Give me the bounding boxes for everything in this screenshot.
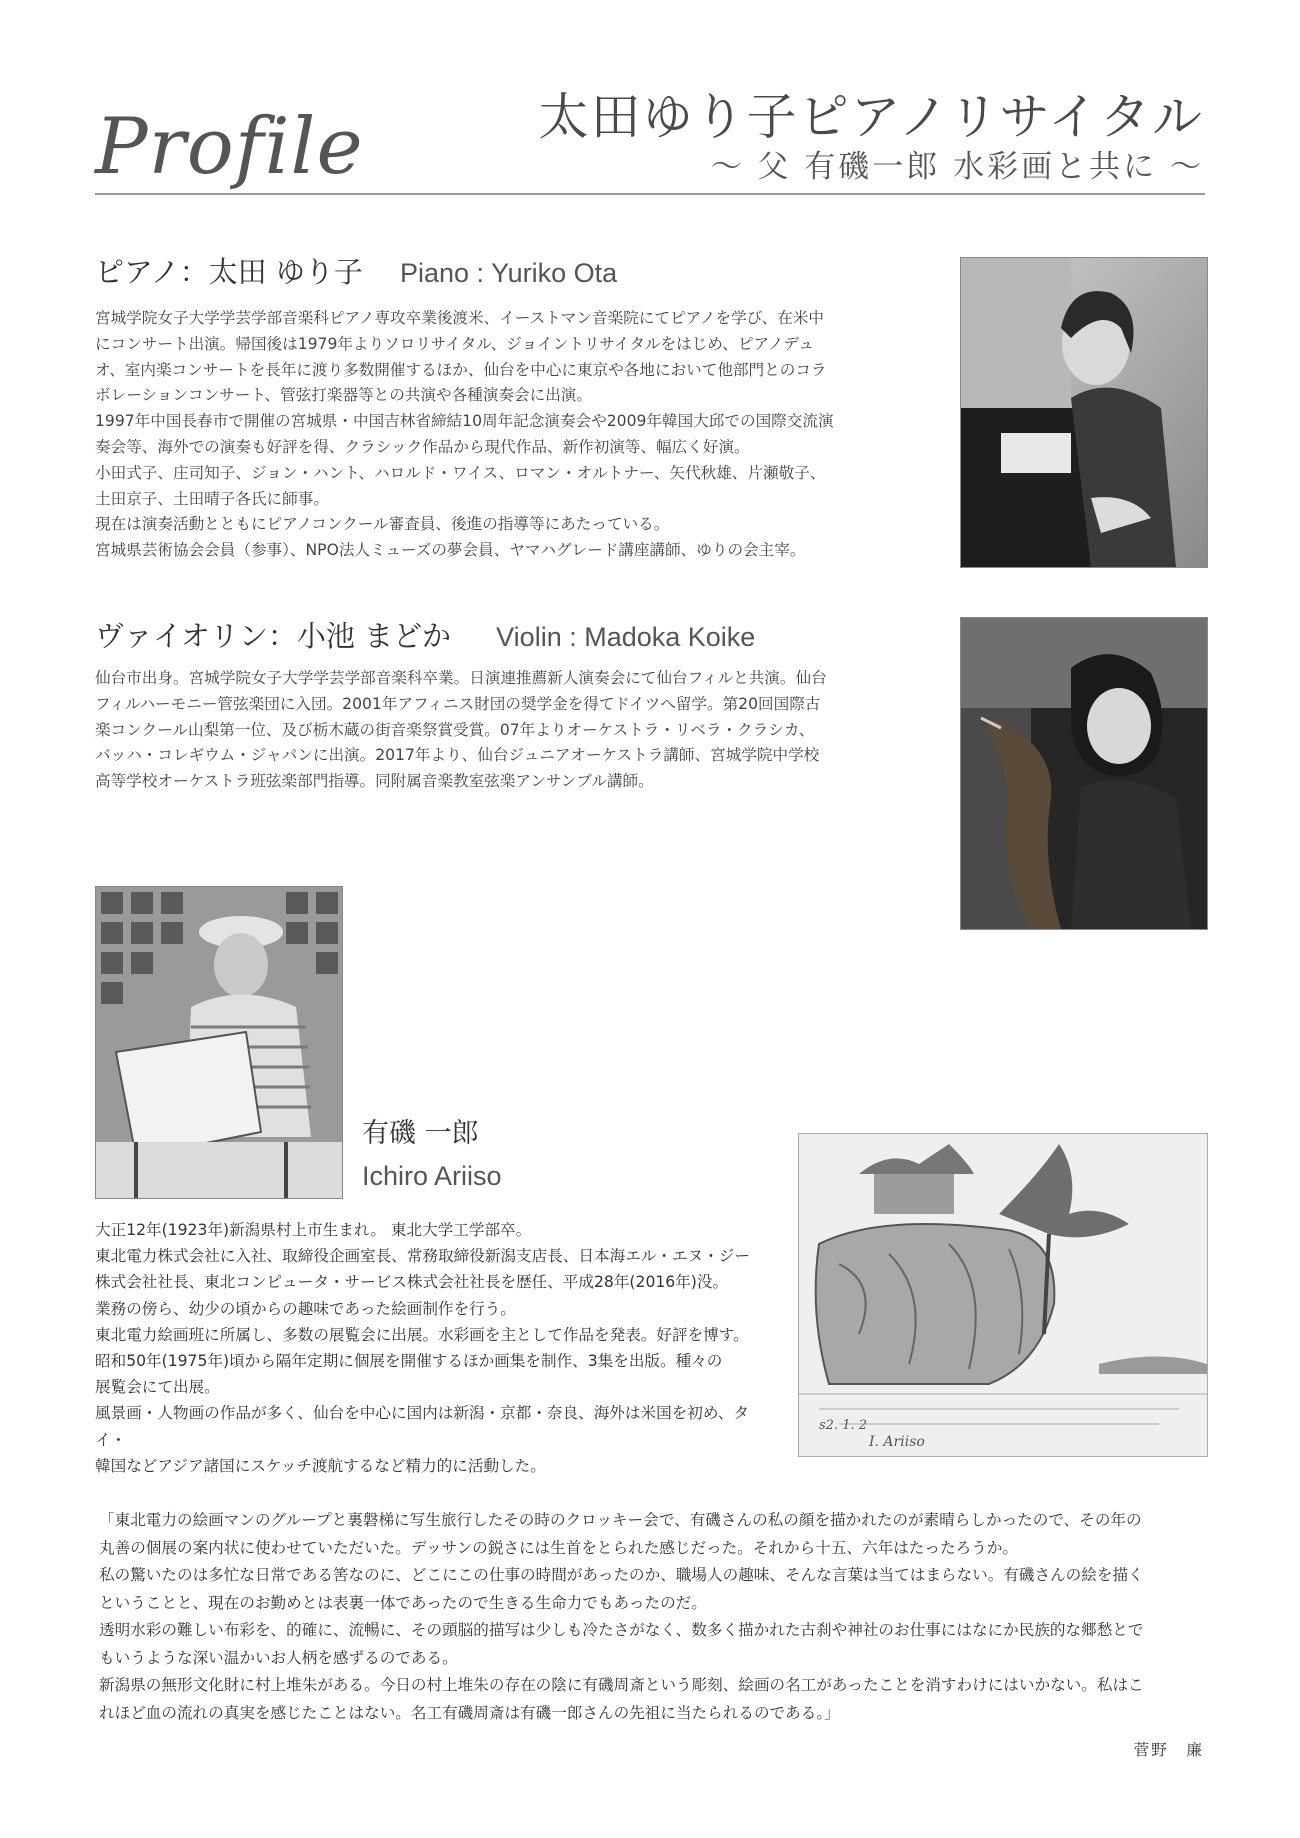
ariiso-bio: [95, 1217, 775, 1479]
bio-line: 宮城学院女子大学学芸学部音楽科ピアノ専攻卒業後渡米、イーストマン音楽院にてピアノを学び、在米中: [95, 309, 825, 327]
bio-line: にコンサート出演。帰国後は1979年よりソロリサイタル、ジョイントリサイタルをはじめ、ピアノデュ: [95, 334, 815, 353]
recital-title: 太田ゆり子ピアノリサイタル: [538, 88, 1204, 146]
ariiso-name-jp: 有磯 一郎: [362, 1118, 479, 1149]
quote-line: れほど血の流れの真実を感じたことはない。名工有磯周斎は有磯一郎さんの先祖に当たられるのである。」: [99, 1703, 840, 1722]
bio-line: 大正12年(1923年)新潟県村上市生まれ。 東北大学工学部卒。: [95, 1221, 532, 1239]
quote-line: 透明水彩の難しい布彩を、的確に、流暢に、その頭脳的描写は少しも冷たさがなく、数多く描かれた古刹や神社のお仕事にはなにか民族的な郷愁とで: [99, 1621, 1144, 1639]
violin-name-en: Violin : Madoka Koike: [496, 622, 756, 652]
quote-line: 丸善の個展の案内状に使わせていただいた。デッサンの鋭さには生首をとられた感じだった。それから十五、六年はたったろうか。: [99, 1538, 1018, 1557]
bio-line: バッハ・コレギウム・ジャパンに出演。2017年より、仙台ジュニアオーケストラ講師、宮城学院中学校: [95, 746, 820, 765]
bio-line: 土田京子、土田晴子各氏に師事。: [95, 489, 329, 508]
quote-line: ということと、現在のお勤めとは表裏一体であったので生きる生命力でもあったのだ。: [99, 1593, 707, 1612]
bio-line: 宮城県芸術協会会員（参事）、NPO法人ミューズの夢会員、ヤマハグレード講座講師、ゆりの会主宰。: [95, 541, 806, 560]
ariiso-watercolor-painting: [798, 1133, 1208, 1457]
quote-author: 菅野 廉: [1133, 1741, 1204, 1759]
recital-subtitle: 〜 父 有磯一郎 水彩画と共に 〜: [710, 149, 1204, 185]
piano-bio: [95, 306, 925, 564]
piano-heading: [95, 255, 618, 289]
bio-line: 風景画・人物画の作品が多く、仙台を中心に国内は新潟・京都・奈良、海外は米国を初め、タイ・: [95, 1404, 750, 1449]
painting-signature: I. Ariiso: [869, 1434, 925, 1450]
quote-line: 私の驚いたのは多忙な日常である筈なのに、どこにこの仕事の時間があったのか、職場人の趣味、そんな言葉は当てはまらない。有磯さんの絵を描く: [99, 1566, 1144, 1584]
ariiso-photo: [95, 886, 343, 1199]
header-divider: [95, 193, 1205, 195]
violin-name-jp: ヴァイオリン：小池 まどか: [95, 619, 452, 653]
quote-line: 新潟県の無形文化財に村上堆朱がある。今日の村上堆朱の存在の陰に有磯周斎という彫刻、絵画の名工があったことを消すわけにはいかない。私はこ: [99, 1676, 1144, 1694]
bio-line: 高等学校オーケストラ班弦楽部門指導。同附属音楽教室弦楽アンサンブル講師。: [95, 772, 654, 791]
quote-line: 「東北電力の絵画マンのグループと裏磐梯に写生旅行したその時のクロッキー会で、有磯さんの私の顔を描かれたのが素晴らしかったので、その年の: [99, 1511, 1142, 1529]
bio-line: 楽コンクール山梨第一位、及び栃木蔵の街音楽祭賞受賞。07年よりオーケストラ・リベラ・クラシカ、: [95, 720, 815, 739]
bio-line: 奏会等、海外での演奏も好評を得、クラシック作品から現代作品、新作初演等、幅広く好演。: [95, 437, 750, 456]
piano-name-en: Piano : Yuriko Ota: [400, 258, 618, 288]
bio-line: 現在は演奏活動とともにピアノコンクール審査員、後進の指導等にあたっている。: [95, 515, 670, 534]
bio-line: 昭和50年(1975年)頃から隔年定期に個展を開催するほか画集を制作、3集を出版。種々の: [95, 1352, 723, 1371]
violinist-photo: [960, 617, 1208, 930]
bio-line: 仙台市出身。宮城学院女子大学学芸学部音楽科卒業。日演連推薦新人演奏会にて仙台フィルと共演。仙台: [95, 669, 827, 687]
bio-line: ボレーションコンサート、管弦打楽器等との共演や各種演奏会に出演。: [95, 386, 592, 405]
bio-line: 株式会社社長、東北コンピュータ・サービス株式会社社長を歴任、平成28年(2016年)没。: [95, 1273, 729, 1292]
violin-bio: [95, 666, 925, 795]
pianist-photo: [960, 257, 1208, 568]
bio-line: 展覧会にて出展。: [95, 1378, 220, 1397]
bio-line: 小田式子、庄司知子、ジョン・ハント、ハロルド・ワイス、ロマン・オルトナー、矢代秋雄、片瀬敬子、: [95, 463, 826, 482]
ariiso-name-en: Ichiro Ariiso: [362, 1161, 502, 1191]
profile-script-title: Profile: [95, 102, 364, 192]
bio-line: オ、室内楽コンサートを長年に渡り多数開催するほか、仙台を中心に東京や各地において他部門とのコラ: [95, 360, 827, 379]
quote-line: もいうような深い温かいお人柄を感ずるのである。: [99, 1648, 458, 1667]
violin-heading: [95, 619, 756, 653]
piano-name-jp: ピアノ：太田 ゆり子: [95, 255, 363, 289]
bio-line: 東北電力絵画班に所属し、多数の展覧会に出展。水彩画を主として作品を発表。好評を博す。: [95, 1325, 749, 1344]
svg-text:s2. 1. 2: s2. 1. 2: [819, 1418, 868, 1433]
bio-line: 韓国などアジア諸国にスケッチ渡航するなど精力的に活動した。: [95, 1456, 546, 1475]
bio-line: 業務の傍ら、幼少の頃からの趣味であった絵画制作を行う。: [95, 1299, 516, 1318]
tribute-quote: [99, 1507, 1211, 1727]
bio-line: フィルハーモニー管弦楽団に入団。2001年アフィニス財団の奨学金を得てドイツへ留学。第20回国際古: [95, 694, 821, 713]
bio-line: 1997年中国長春市で開催の宮城県・中国吉林省締結10周年記念演奏会や2009年韓国大邱での国際交流演: [95, 412, 834, 431]
bio-line: 東北電力株式会社に入社、取締役企画室長、常務取締役新潟支店長、日本海エル・エヌ・ジー: [95, 1247, 750, 1266]
